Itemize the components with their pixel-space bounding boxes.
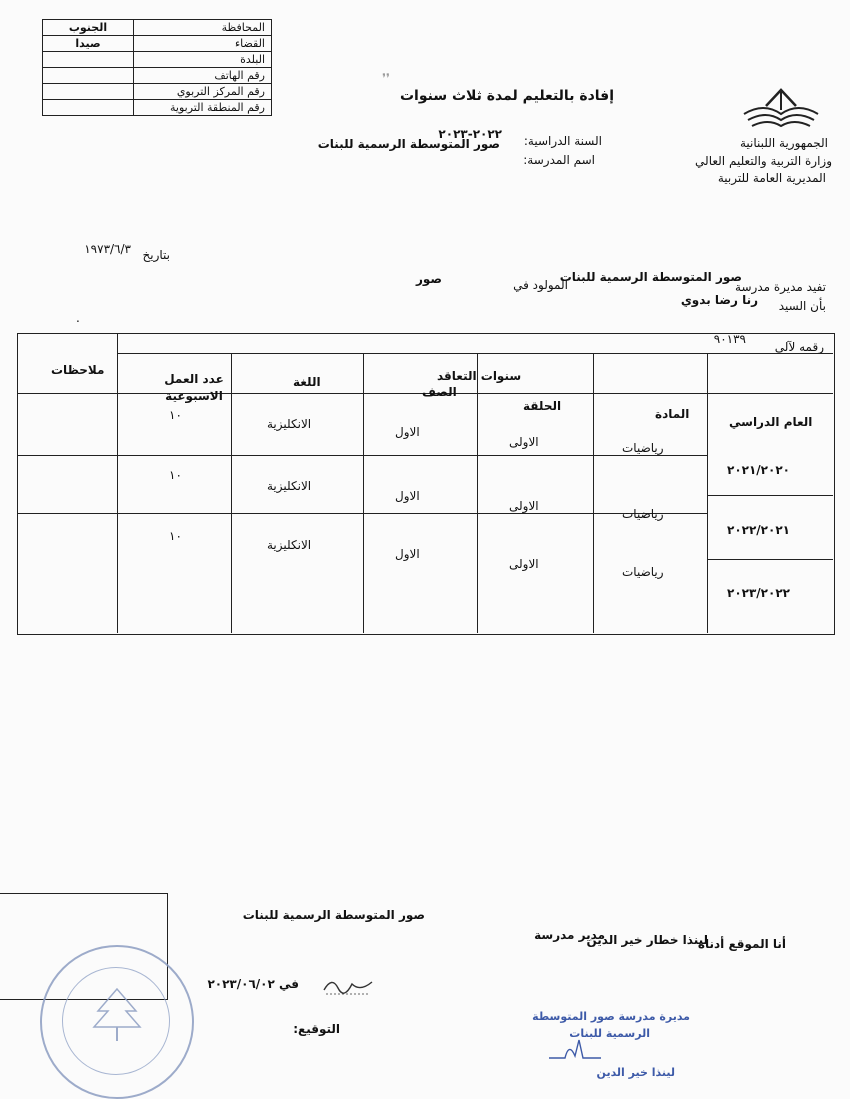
- person-label: بأن السيد: [778, 299, 826, 313]
- table-row-divider: [17, 455, 707, 456]
- table-row-divider: [17, 513, 707, 514]
- number-label: رقمه لآلي: [774, 340, 824, 354]
- region-info-row: [43, 68, 272, 84]
- region-info-value: [43, 84, 134, 100]
- director-name: لينذا خطار خير الدين: [586, 933, 708, 947]
- smudge-mark: ❜❜: [382, 71, 390, 85]
- row-year: ٢٠٢١/٢٠٢٠: [727, 463, 790, 477]
- school-value: صور المتوسطة الرسمية للبنات: [317, 137, 500, 151]
- row-hours: ١٠: [169, 408, 182, 422]
- row-year: ٢٠٢٢/٢٠٢١: [727, 523, 790, 537]
- table-column-divider: [117, 333, 118, 353]
- region-info-label: القضاء: [134, 36, 272, 52]
- region-info-value: [43, 52, 134, 68]
- row-language: الانكليزية: [267, 417, 312, 431]
- director-signature-icon: [545, 1036, 605, 1064]
- table-column-divider: [707, 353, 708, 633]
- year-value: ٢٠٢٢-٢٠٢٣: [438, 127, 502, 141]
- director-title: مدير مدرسة: [534, 928, 605, 942]
- row-grade: الاول: [395, 547, 420, 561]
- date-label: بتاريخ: [142, 248, 170, 262]
- table-column-divider: [593, 353, 594, 633]
- table-row-divider: [707, 559, 833, 560]
- director-stamp-line3: لينذا خير الدين: [596, 1066, 675, 1079]
- certifies-label: تفيد مديرة مدرسة: [735, 280, 826, 294]
- signature-scribble-icon: [322, 974, 374, 996]
- row-subject: رياضيات: [622, 565, 664, 579]
- cedar-icon: [90, 985, 144, 1045]
- director-stamp-line2: الرسمية للبنات: [569, 1027, 650, 1040]
- region-info-value: [43, 68, 134, 84]
- table-row-divider: [231, 393, 833, 394]
- header-cycle: الحلقة: [523, 399, 562, 413]
- ministry-seal-icon: [40, 945, 194, 1099]
- row-subject: رياضيات: [622, 441, 664, 455]
- row-cycle: الاولى: [509, 435, 539, 449]
- row-year: ٢٠٢٣/٢٠٢٢: [727, 586, 790, 600]
- region-info-value: [43, 100, 134, 116]
- born-in-value: صور: [415, 272, 442, 286]
- republic-label: الجمهورية اللبنانية: [739, 136, 828, 150]
- person-name: رنا رضا بدوي: [680, 293, 758, 307]
- teaching-years-table: [17, 333, 835, 635]
- footer-school: صور المتوسطة الرسمية للبنات: [242, 908, 425, 922]
- region-info-row: [43, 20, 272, 36]
- region-info-table: [42, 19, 272, 116]
- row-grade: الاول: [395, 425, 420, 439]
- region-info-value: صيدا: [43, 36, 134, 52]
- born-in-label: المولود في: [513, 278, 568, 292]
- region-info-label: رقم المركز التربوي: [134, 84, 272, 100]
- header-grade: الصف: [422, 385, 457, 399]
- ministry-label: وزارة التربية والتعليم العالي: [695, 154, 832, 168]
- director-stamp-line1: مديرة مدرسة صور المتوسطة: [532, 1010, 690, 1023]
- year-label: السنة الدراسية:: [523, 134, 602, 148]
- row-language: الانكليزية: [267, 538, 312, 552]
- region-info-body: [43, 20, 272, 116]
- table-row-divider: [707, 495, 833, 496]
- table-border: [17, 333, 835, 635]
- document-title: إفادة بالتعليم لمدة ثلاث سنوات: [399, 88, 614, 104]
- group-header: سنوات التعاقد: [437, 369, 522, 383]
- row-cycle: الاولى: [509, 557, 539, 571]
- table-row-divider: [117, 353, 833, 354]
- row-subject: رياضيات: [622, 507, 664, 521]
- directorate-label: المديرية العامة للتربية: [717, 171, 826, 185]
- region-info-label: رقم المنطقة التربوية: [134, 100, 272, 116]
- region-info-row: [43, 100, 272, 116]
- header-year: العام الدراسي: [729, 415, 813, 429]
- region-info-label: البلدة: [134, 52, 272, 68]
- ministry-logo-icon: [738, 84, 824, 132]
- certifies-school: صور المتوسطة الرسمية للبنات: [559, 270, 742, 284]
- table-column-divider: [363, 353, 364, 633]
- region-info-row: [43, 52, 272, 68]
- header-subject: المادة: [655, 407, 690, 421]
- region-info-value: الجنوب: [43, 20, 134, 36]
- stray-dot: .: [76, 311, 80, 325]
- region-info-label: المحافظة: [134, 20, 272, 36]
- header-notes: ملاحظات: [51, 363, 105, 377]
- row-language: الانكليزية: [267, 479, 312, 493]
- table-column-divider: [477, 353, 478, 633]
- number-value: ٩٠١٣٩: [713, 332, 746, 346]
- row-hours: ١٠: [169, 468, 182, 482]
- undersigned-label: أنا الموقع أدناه: [697, 937, 786, 951]
- table-column-divider: [117, 353, 118, 633]
- header-language: اللغة: [293, 375, 321, 389]
- school-label: اسم المدرسة:: [523, 153, 595, 167]
- signature-label: التوقيع:: [293, 1022, 340, 1036]
- row-hours: ١٠: [169, 529, 182, 543]
- row-grade: الاول: [395, 489, 420, 503]
- row-cycle: الاولى: [509, 499, 539, 513]
- header-hours: عدد العمل الاسبوعية: [164, 372, 224, 403]
- date-value: ١٩٧٣/٦/٣: [84, 242, 131, 256]
- region-info-row: [43, 84, 272, 100]
- region-info-label: رقم الهاتف: [134, 68, 272, 84]
- footer-date: في ٢٠٢٣/٠٦/٠٢: [207, 977, 299, 991]
- region-info-row: [43, 36, 272, 52]
